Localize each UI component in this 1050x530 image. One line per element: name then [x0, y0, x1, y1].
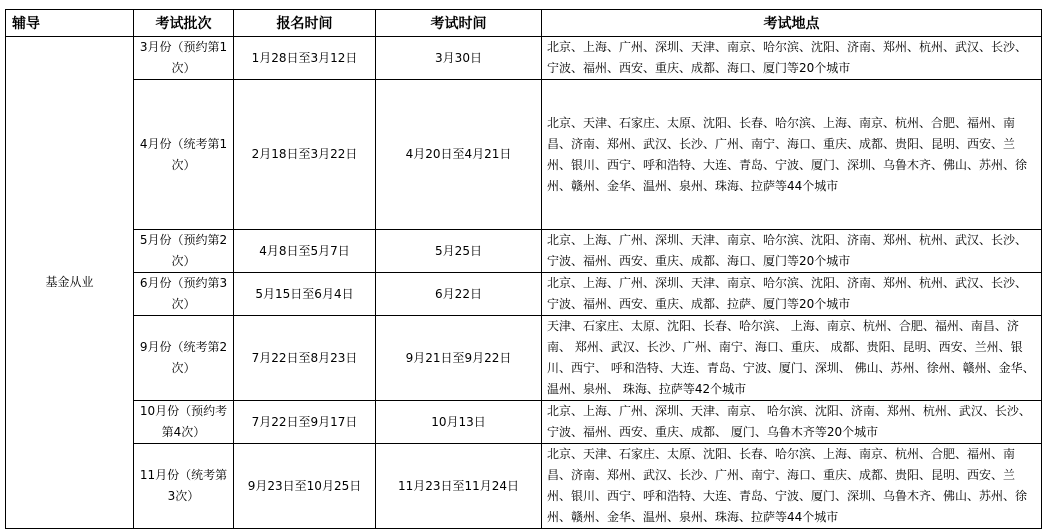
table-row	[6, 80, 1042, 230]
locations-cell: 天津、石家庄、太原、沈阳、长春、哈尔滨、 上海、南京、杭州、合肥、福州、南昌、济南、 郑州、武汉、长沙、广州、南宁、海口、重庆、 成都、贵阳、昆明、西安、兰州、银川、西宁、 呼和浩特、大连、青岛、宁波、厦门、深圳、 佛山、苏州、徐州、赣州、金华、温州、泉州、 珠海、拉萨等42个城市	[542, 316, 1042, 401]
table-row	[6, 230, 1042, 273]
batch-cell: 5月份（预约第2次）	[134, 230, 234, 273]
registration-cell: 7月22日至8月23日	[234, 316, 376, 401]
exam-date-cell: 4月20日至4月21日	[376, 80, 542, 230]
registration-cell: 5月15日至6月4日	[234, 273, 376, 316]
registration-cell: 7月22日至9月17日	[234, 401, 376, 444]
batch-cell: 11月份（统考第3次）	[134, 444, 234, 529]
locations-cell: 北京、上海、广州、深圳、天津、南京、哈尔滨、沈阳、济南、郑州、杭州、武汉、长沙、宁波、福州、西安、重庆、成都、拉萨、厦门等20个城市	[542, 273, 1042, 316]
header-exam-date: 考试时间	[376, 10, 542, 37]
batch-cell: 4月份（统考第1次）	[134, 80, 234, 230]
registration-cell: 2月18日至3月22日	[234, 80, 376, 230]
header-tutoring: 辅导	[6, 10, 134, 37]
exam-date-cell: 5月25日	[376, 230, 542, 273]
table-header-row	[6, 10, 1042, 37]
registration-cell: 9月23日至10月25日	[234, 444, 376, 529]
locations-cell: 北京、上海、广州、深圳、天津、南京、 哈尔滨、沈阳、济南、郑州、杭州、武汉、长沙、宁波、福州、西安、重庆、成都、 厦门、乌鲁木齐等20个城市	[542, 401, 1042, 444]
header-registration: 报名时间	[234, 10, 376, 37]
category-cell: 基金从业	[6, 37, 134, 529]
locations-cell: 北京、上海、广州、深圳、天津、南京、哈尔滨、沈阳、济南、郑州、杭州、武汉、长沙、宁波、福州、西安、重庆、成都、海口、厦门等20个城市	[542, 37, 1042, 80]
table-row	[6, 316, 1042, 401]
table-row	[6, 444, 1042, 529]
locations-cell: 北京、天津、石家庄、太原、沈阳、长春、哈尔滨、上海、南京、杭州、合肥、福州、南昌、济南、郑州、武汉、长沙、广州、南宁、海口、重庆、成都、贵阳、昆明、西安、兰州、银川、西宁、呼和浩特、大连、青岛、宁波、厦门、深圳、乌鲁木齐、佛山、苏州、徐州、赣州、金华、温州、泉州、珠海、拉萨等44个城市	[542, 444, 1042, 529]
exam-date-cell: 6月22日	[376, 273, 542, 316]
exam-date-cell: 11月23日至11月24日	[376, 444, 542, 529]
exam-date-cell: 3月30日	[376, 37, 542, 80]
header-batch: 考试批次	[134, 10, 234, 37]
header-locations: 考试地点	[542, 10, 1042, 37]
registration-cell: 1月28日至3月12日	[234, 37, 376, 80]
registration-cell: 4月8日至5月7日	[234, 230, 376, 273]
batch-cell: 3月份（预约第1次）	[134, 37, 234, 80]
table-row	[6, 273, 1042, 316]
table-row	[6, 37, 1042, 80]
batch-cell: 10月份（预约考第4次）	[134, 401, 234, 444]
table-row	[6, 401, 1042, 444]
batch-cell: 9月份（统考第2次）	[134, 316, 234, 401]
exam-schedule-table	[5, 9, 1042, 529]
exam-date-cell: 9月21日至9月22日	[376, 316, 542, 401]
locations-cell: 北京、天津、石家庄、太原、沈阳、长春、哈尔滨、上海、南京、杭州、合肥、福州、南昌、济南、郑州、武汉、长沙、广州、南宁、海口、重庆、成都、贵阳、昆明、西安、兰州、银川、西宁、呼和浩特、大连、青岛、宁波、厦门、深圳、乌鲁木齐、佛山、苏州、徐州、赣州、金华、温州、泉州、珠海、拉萨等44个城市	[542, 80, 1042, 230]
batch-cell: 6月份（预约第3次）	[134, 273, 234, 316]
locations-cell: 北京、上海、广州、深圳、天津、南京、哈尔滨、沈阳、济南、郑州、杭州、武汉、长沙、宁波、福州、西安、重庆、成都、海口、厦门等20个城市	[542, 230, 1042, 273]
exam-date-cell: 10月13日	[376, 401, 542, 444]
